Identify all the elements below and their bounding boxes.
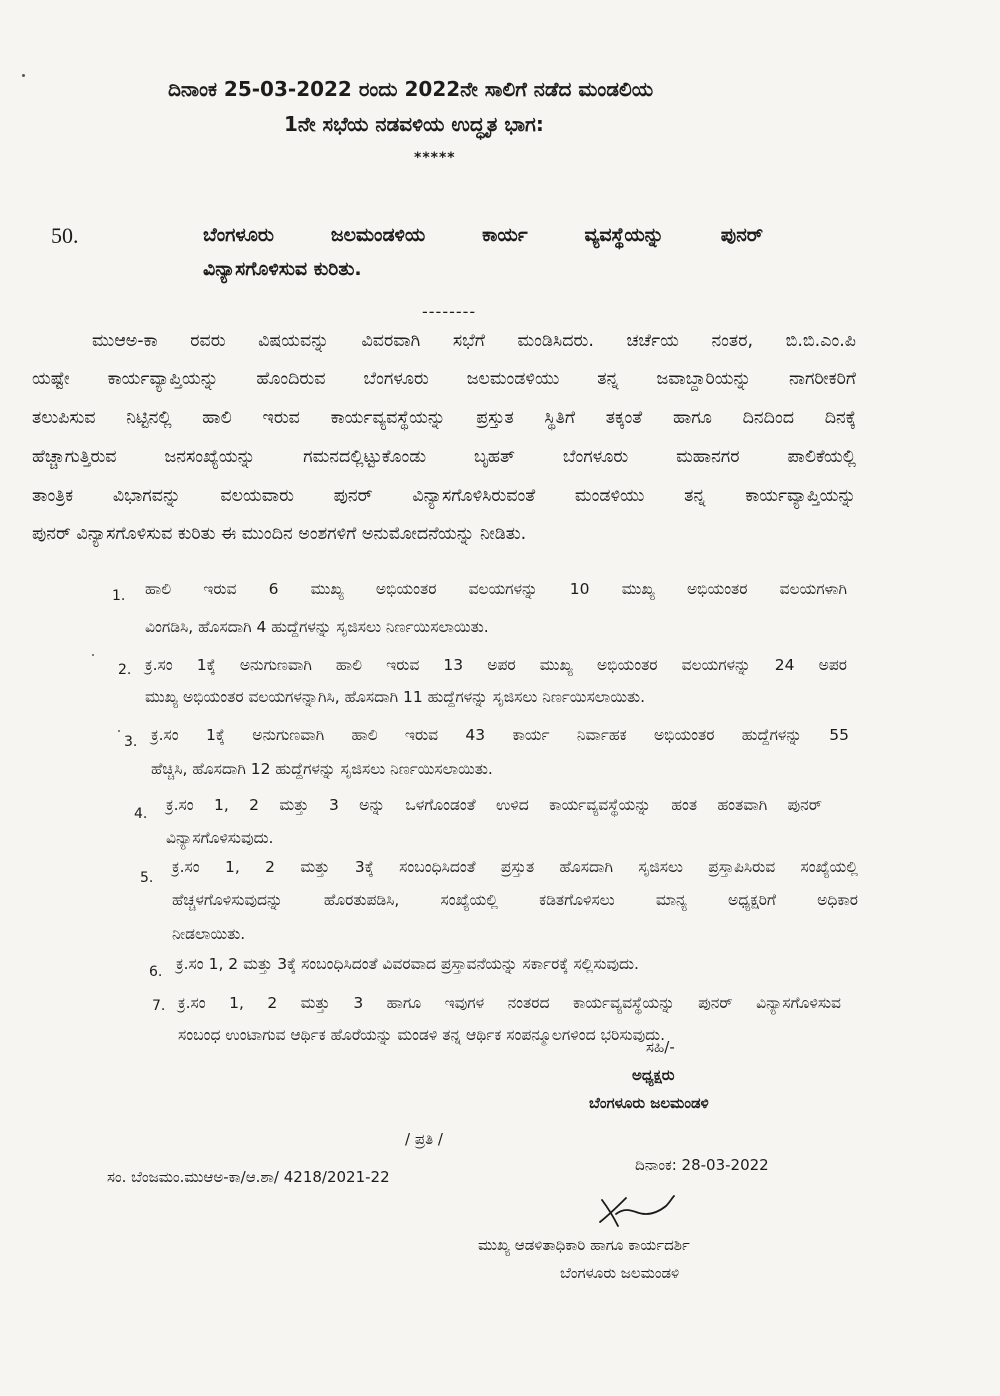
scan-speck (92, 654, 94, 656)
document-title-line2: 1ನೇ ಸಭೆಯ ನಡವಳಿಯ ಉದ್ಧೃತ ಭಾಗ: (284, 112, 544, 136)
secretary-designation: ಮುಖ್ಯ ಆಡಳಿತಾಧಿಕಾರಿ ಹಾಗೂ ಕಾರ್ಯದರ್ಶಿ (478, 1236, 690, 1254)
secretary-office: ಬೆಂಗಳೂರು ಜಲಮಂಡಳಿ (560, 1264, 680, 1282)
item-line: ಹೆಚ್ಚಳಗೊಳಿಸುವುದನ್ನು ಹೊರತುಪಡಿಸಿ, ಸಂಖ್ಯೆಯಲ್ಲಿ ಕಡಿತಗೊಳಿಸಲು ಮಾನ್ಯ ಅಧ್ಯಕ್ಷರಿಗೆ ಅಧಿಕಾರ (172, 891, 858, 909)
item-line: ಕ್ರ.ಸಂ 1ಕ್ಕೆ ಅನುಗುಣವಾಗಿ ಹಾಲಿ ಇರುವ 43 ಕಾರ್ಯ ನಿರ್ವಾಹಕ ಅಭಿಯಂತರ ಹುದ್ದೆಗಳನ್ನು 55 (151, 726, 849, 744)
item-line: ಕ್ರ.ಸಂ 1, 2 ಮತ್ತು 3ಕ್ಕೆ ಸಂಬಂಧಿಸಿದಂತೆ ಪ್ರಸ್ತುತ ಹೊಸದಾಗಿ ಸೃಜಿಸಲು ಪ್ರಸ್ತಾಪಿಸಿರುವ ಸಂಖ್ಯೆಯಲ್ಲಿ (172, 858, 858, 876)
document-title-line1: ದಿನಾಂಕ 25-03-2022 ರಂದು 2022ನೇ ಸಾಲಿಗೆ ನಡೆದ ಮಂಡಲಿಯ (168, 77, 654, 101)
item-line: ಮುಖ್ಯ ಅಭಿಯಂತರ ವಲಯಗಳನ್ನಾಗಿಸಿ, ಹೊಸದಾಗಿ 11 ಹುದ್ದೆಗಳನ್ನು ಸೃಜಿಸಲು ನಿರ್ಣಯಿಸಲಾಯಿತು. (145, 688, 646, 706)
paragraph-line: ಯಷ್ಟೇ ಕಾರ್ಯವ್ಯಾಪ್ತಿಯನ್ನು ಹೊಂದಿರುವ ಬೆಂಗಳೂರು ಜಲಮಂಡಳಿಯು ತನ್ನ ಜವಾಬ್ದಾರಿಯನ್ನು ನಾಗರೀಕರಿಗೆ (32, 369, 856, 389)
resolution-number: 50. (51, 223, 79, 248)
item-line: ಹೆಚ್ಚಿಸಿ, ಹೊಸದಾಗಿ 12 ಹುದ್ದೆಗಳನ್ನು ಸೃಜಿಸಲು ನಿರ್ಣಯಿಸಲಾಯಿತು. (151, 760, 493, 778)
resolution-subject-line2: ವಿನ್ಯಾಸಗೊಳಿಸುವ ಕುರಿತು. (203, 258, 362, 280)
item-number: 4. (134, 806, 148, 822)
item-line: ಕ್ರ.ಸಂ 1, 2 ಮತ್ತು 3 ಅನ್ನು ಒಳಗೊಂಡಂತೆ ಉಳಿದ ಕಾರ್ಯವ್ಯವಸ್ಥೆಯನ್ನು ಹಂತ ಹಂತವಾಗಿ ಪುನರ್ (166, 796, 822, 814)
item-number: 7. (152, 998, 166, 1014)
signed-mark: ಸಹಿ/- (646, 1038, 675, 1056)
chairman-office: ಬೆಂಗಳೂರು ಜಲಮಂಡಳಿ (589, 1094, 709, 1112)
paragraph-line: ಪುನರ್ ವಿನ್ಯಾಸಗೊಳಿಸುವ ಕುರಿತು ಈ ಮುಂದಿನ ಅಂಶಗಳಿಗೆ ಅನುಮೋದನೆಯನ್ನು ನೀಡಿತು. (32, 524, 527, 544)
item-number: 5. (140, 870, 154, 886)
reference-date: ದಿನಾಂಕ: 28-03-2022 (635, 1156, 769, 1174)
paragraph-line: ಹೆಚ್ಚಾಗುತ್ತಿರುವ ಜನಸಂಖ್ಯೆಯನ್ನು ಗಮನದಲ್ಲಿಟ್ಟುಕೊಂಡು ಬೃಹತ್ ಬೆಂಗಳೂರು ಮಹಾನಗರ ಪಾಲಿಕೆಯಲ್ಲಿ (32, 447, 856, 467)
paragraph-line: ತಲುಪಿಸುವ ನಿಟ್ಟಿನಲ್ಲಿ ಹಾಲಿ ಇರುವ ಕಾರ್ಯವ್ಯವಸ್ಥೆಯನ್ನು ಪ್ರಸ್ತುತ ಸ್ಥಿತಿಗೆ ತಕ್ಕಂತೆ ಹಾಗೂ ದಿನದಿಂದ ದಿನಕ್ಕೆ (32, 408, 856, 428)
chairman-designation: ಅಧ್ಯಕ್ಷರು (632, 1066, 675, 1084)
reference-number: ಸಂ. ಬೆಂಜಮಂ.ಮುಆಅ-ಕಾ/ಆ.ಶಾ/ 4218/2021-22 (107, 1168, 390, 1186)
item-line: ಹಾಲಿ ಇರುವ 6 ಮುಖ್ಯ ಅಭಿಯಂತರ ವಲಯಗಳನ್ನು 10 ಮುಖ್ಯ ಅಭಿಯಂತರ ವಲಯಗಳಾಗಿ (145, 580, 847, 598)
handwritten-signature (596, 1192, 686, 1230)
resolution-subject-line1: ಬೆಂಗಳೂರು ಜಲಮಂಡಳಿಯ ಕಾರ್ಯ ವ್ಯವಸ್ಥೆಯನ್ನು ಪುನರ್ (203, 224, 763, 246)
scan-speck (22, 74, 25, 77)
item-number: 3. (124, 734, 138, 750)
item-line: ಕ್ರ.ಸಂ 1ಕ್ಕೆ ಅನುಗುಣವಾಗಿ ಹಾಲಿ ಇರುವ 13 ಅಪರ ಮುಖ್ಯ ಅಭಿಯಂತರ ವಲಯಗಳನ್ನು 24 ಅಪರ (145, 656, 847, 674)
item-number: 2. (118, 662, 132, 678)
scan-speck (118, 730, 120, 732)
item-line: ಸಂಬಂಧ ಉಂಟಾಗುವ ಆರ್ಥಿಕ ಹೊರೆಯನ್ನು ಮಂಡಳಿ ತನ್ನ ಆರ್ಥಿಕ ಸಂಪನ್ಮೂಲಗಳಿಂದ ಭರಿಸುವುದು. (178, 1026, 665, 1044)
item-number: 6. (149, 964, 163, 980)
item-number: 1. (112, 588, 126, 604)
copy-label: / ಪ್ರತಿ / (405, 1130, 443, 1148)
title-stars: ***** (414, 150, 456, 166)
section-divider: -------- (422, 302, 477, 321)
paragraph-line: ಮುಆಅ-ಕಾ ರವರು ವಿಷಯವನ್ನು ವಿವರವಾಗಿ ಸಭೆಗೆ ಮಂಡಿಸಿದರು. ಚರ್ಚೆಯ ನಂತರ, ಬಿ.ಬಿ.ಎಂ.ಪಿ (92, 331, 856, 351)
item-line: ಕ್ರ.ಸಂ 1, 2 ಮತ್ತು 3 ಹಾಗೂ ಇವುಗಳ ನಂತರದ ಕಾರ್ಯವ್ಯವಸ್ಥೆಯನ್ನು ಪುನರ್ ವಿನ್ಯಾಸಗೊಳಿಸುವ (178, 994, 841, 1012)
item-line: ವಿಂಗಡಿಸಿ, ಹೊಸದಾಗಿ 4 ಹುದ್ದೆಗಳನ್ನು ಸೃಜಿಸಲು ನಿರ್ಣಯಿಸಲಾಯಿತು. (145, 618, 489, 636)
item-line: ನೀಡಲಾಯಿತು. (172, 925, 246, 943)
paragraph-line: ತಾಂತ್ರಿಕ ವಿಭಾಗವನ್ನು ವಲಯವಾರು ಪುನರ್ ವಿನ್ಯಾಸಗೊಳಿಸಿರುವಂತೆ ಮಂಡಳಿಯು ತನ್ನ ಕಾರ್ಯವ್ಯಾಪ್ತಿಯನ್ನು (32, 486, 856, 506)
item-line: ವಿನ್ಯಾಸಗೊಳಿಸುವುದು. (166, 829, 274, 847)
item-line: ಕ್ರ.ಸಂ 1, 2 ಮತ್ತು 3ಕ್ಕೆ ಸಂಬಂಧಿಸಿದಂತೆ ವಿವರವಾದ ಪ್ರಸ್ತಾವನೆಯನ್ನು ಸರ್ಕಾರಕ್ಕೆ ಸಲ್ಲಿಸುವುದು. (176, 955, 639, 973)
